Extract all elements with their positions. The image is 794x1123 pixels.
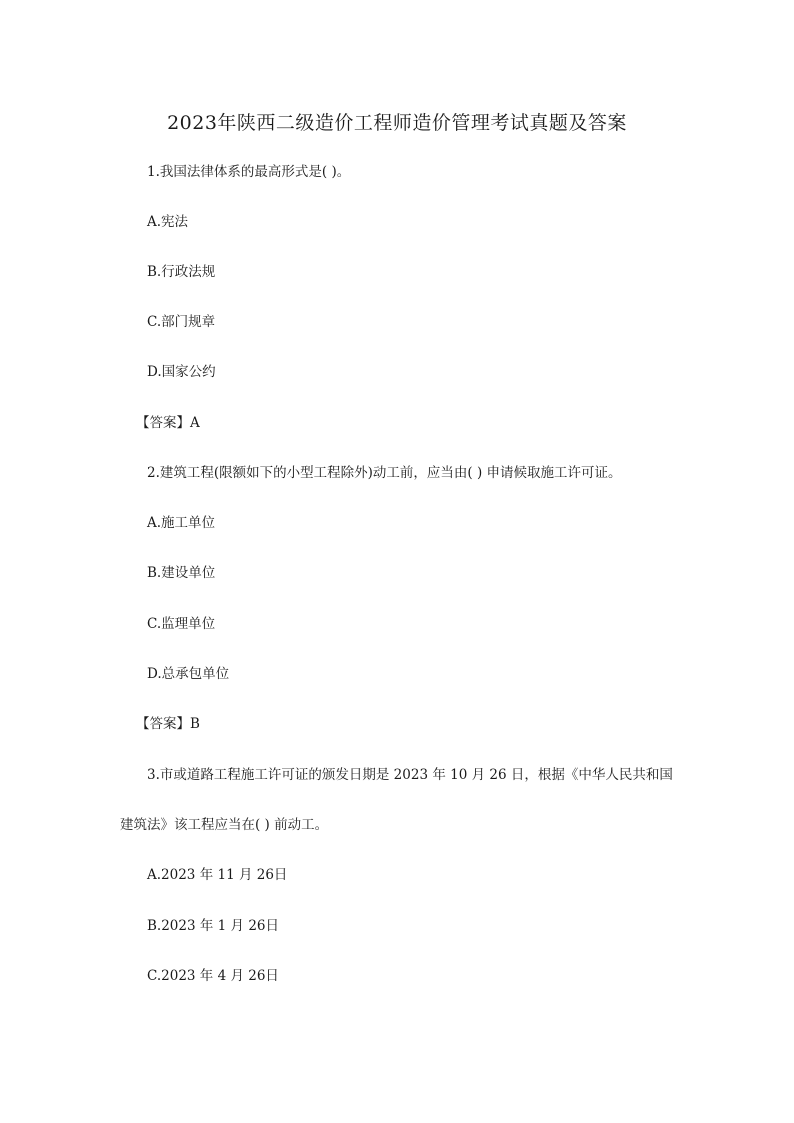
question-1-option-b: B.行政法规: [147, 264, 216, 280]
question-1-option-a: A.宪法: [147, 214, 189, 230]
question-1-stem: 1.我国法律体系的最高形式是( )。: [147, 164, 351, 180]
question-2-option-c: C.监理单位: [147, 616, 216, 632]
question-2-option-d: D.总承包单位: [147, 666, 230, 682]
question-2-option-a: A.施工单位: [147, 515, 216, 531]
question-3-stem-line-1: 3.市或道路工程施工许可证的颁发日期是 2023 年 10 月 26 日，根据《中华人民共和国: [147, 767, 673, 783]
question-2-answer: 【答案】B: [136, 716, 200, 732]
question-1-option-c: C.部门规章: [147, 314, 216, 330]
question-3-option-c: C.2023 年 4 月 26日: [147, 968, 279, 984]
question-3-option-b: B.2023 年 1 月 26日: [147, 918, 280, 934]
question-3-option-a: A.2023 年 11 月 26日: [147, 867, 288, 883]
question-1-answer: 【答案】A: [136, 415, 200, 431]
question-3-stem-line-2: 建筑法》该工程应当在( ) 前动工。: [120, 817, 329, 833]
question-2-stem: 2.建筑工程(限额如下的小型工程除外)动工前，应当由( ) 申请候取施工许可证。: [147, 465, 622, 481]
question-1-option-d: D.国家公约: [147, 364, 216, 380]
page-title: 2023年陕西二级造价工程师造价管理考试真题及答案: [167, 112, 627, 134]
question-2-option-b: B.建设单位: [147, 565, 216, 581]
